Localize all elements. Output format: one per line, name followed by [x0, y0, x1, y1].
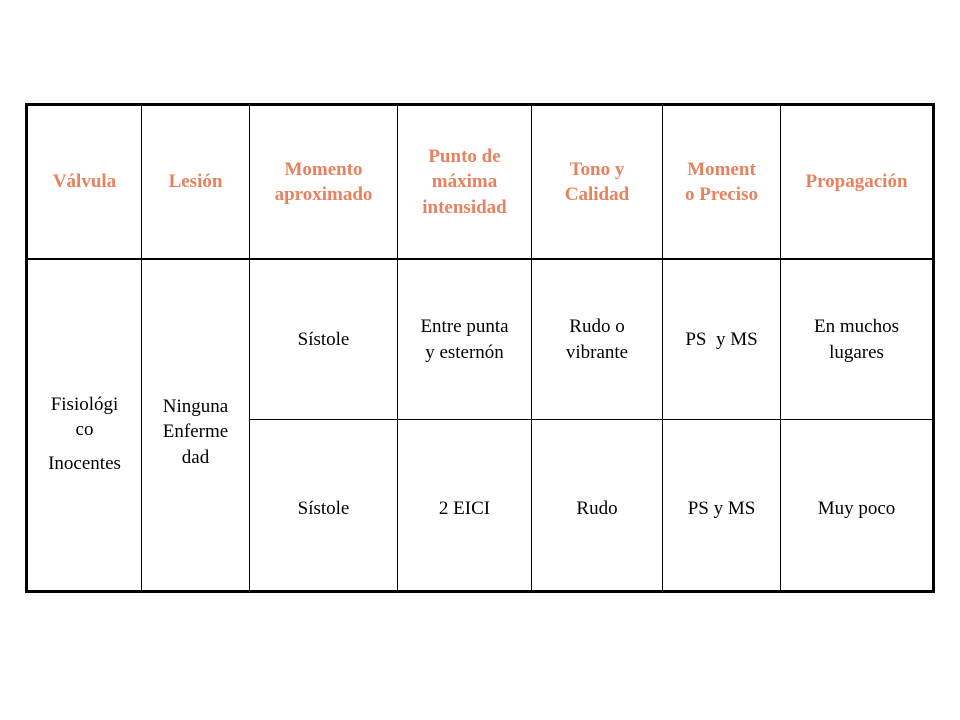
header-momento-aproximado: Momento aproximado [250, 105, 398, 260]
header-punto-maxima-intensidad: Punto de máxima intensidad [398, 105, 532, 260]
propagacion-cell: En muchos lugares [781, 259, 934, 420]
punto-cell: 2 EICI [398, 420, 532, 592]
header-valvula: Válvula [27, 105, 142, 260]
header-momento-preciso: Moment o Preciso [663, 105, 781, 260]
header-lesion: Lesión [142, 105, 250, 260]
header-propagacion: Propagación [781, 105, 934, 260]
preciso-cell: PS y MS [663, 259, 781, 420]
punto-cell: Entre punta y esternón [398, 259, 532, 420]
header-row [27, 105, 934, 260]
valvula-cell: Fisiológi co Inocentes [27, 259, 142, 592]
tono-cell: Rudo [532, 420, 663, 592]
propagacion-cell: Muy poco [781, 420, 934, 592]
preciso-cell: PS y MS [663, 420, 781, 592]
momento-cell: Sístole [250, 420, 398, 592]
table-row [27, 259, 934, 420]
lesion-cell: Ninguna Enferme dad [142, 259, 250, 592]
tono-cell: Rudo o vibrante [532, 259, 663, 420]
murmur-table [25, 103, 935, 593]
momento-cell: Sístole [250, 259, 398, 420]
header-tono-calidad: Tono y Calidad [532, 105, 663, 260]
